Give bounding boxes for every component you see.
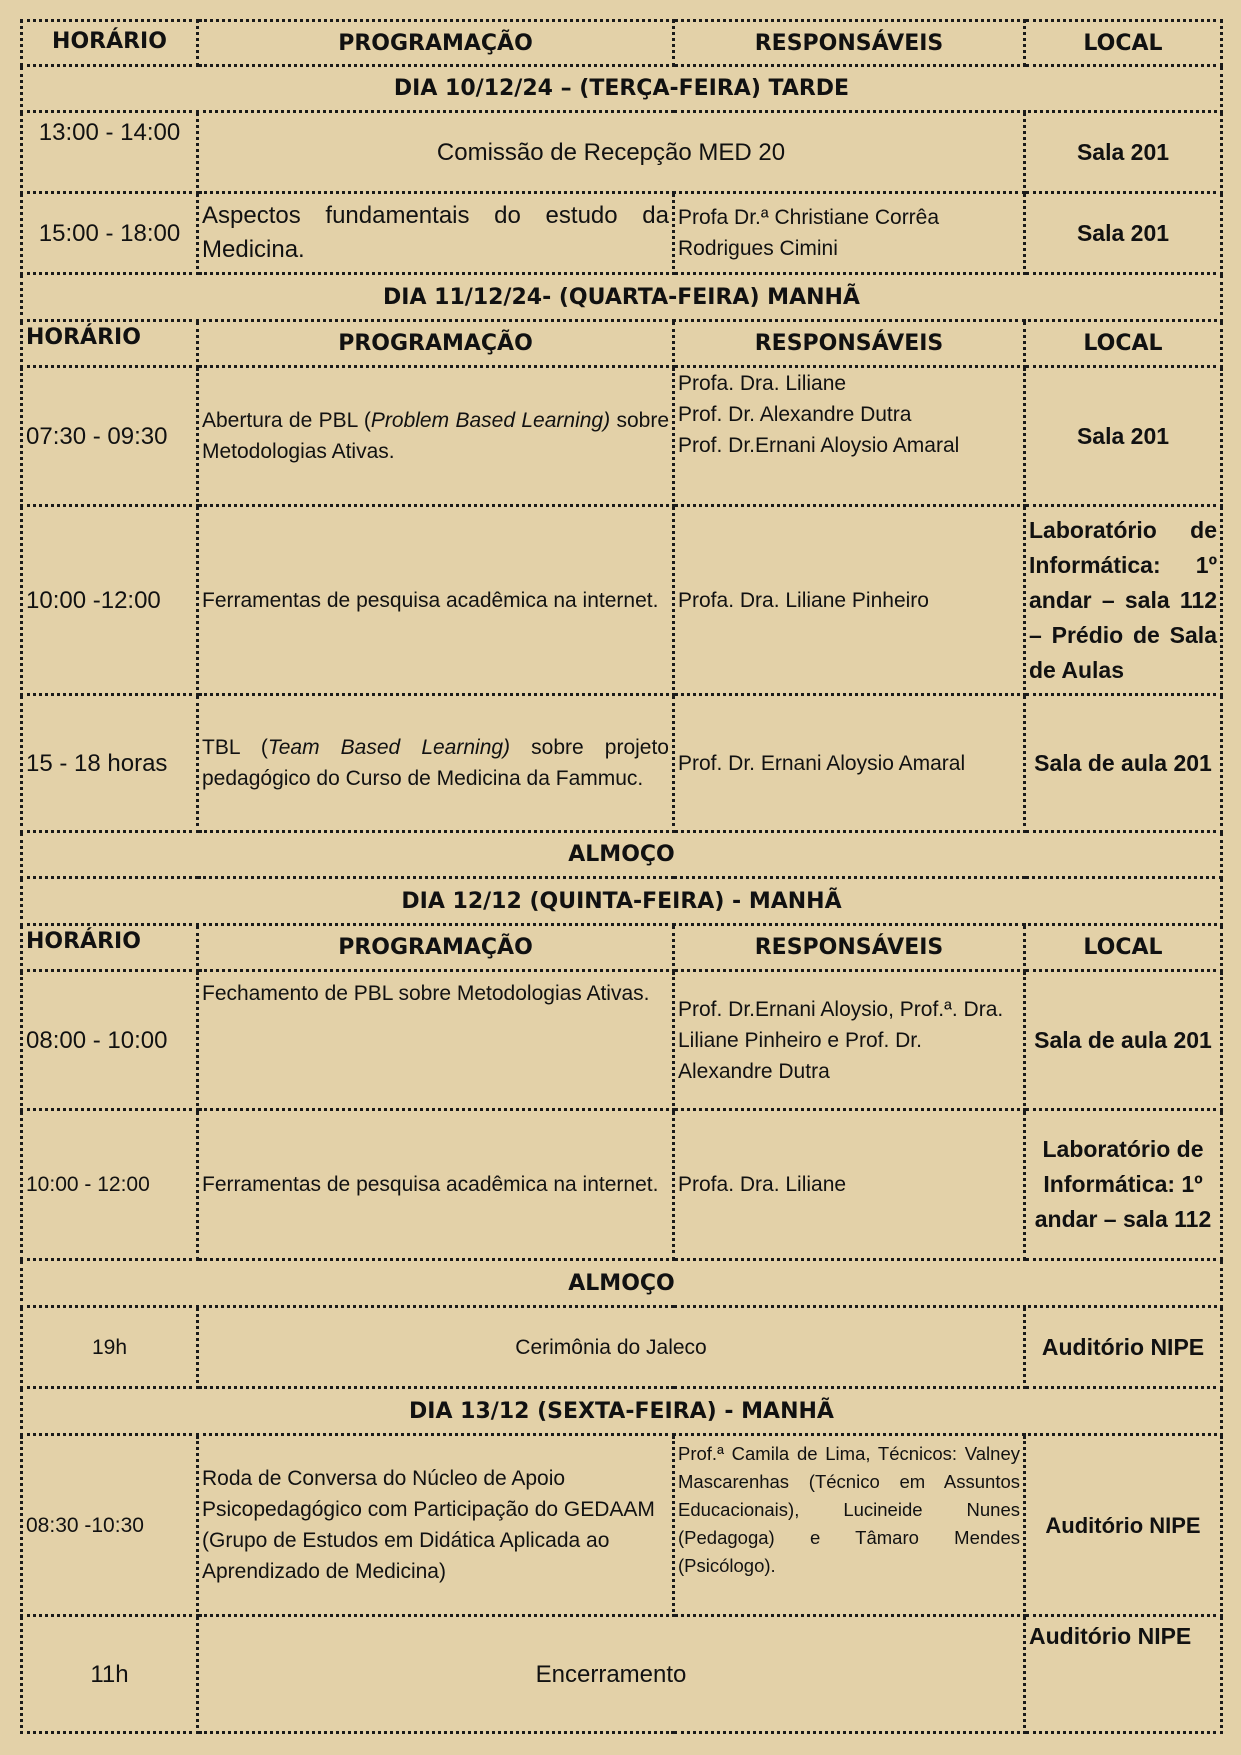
day-title: DIA 13/12 (SEXTA-FEIRA) - MANHÃ — [22, 1388, 1222, 1435]
table-row — [22, 112, 1222, 193]
program-cell: TBL (Team Based Learning) sobre projeto pedagógico do Curso de Medicina da Fammuc. — [198, 695, 674, 832]
table-row — [22, 1110, 1222, 1260]
header-local: LOCAL — [1025, 925, 1222, 971]
table-row — [22, 971, 1222, 1110]
local-cell: Sala de aula 201 — [1025, 695, 1222, 832]
local-cell: Laboratório de Informática: 1º andar – sala 112 – Prédio de Sala de Aulas — [1025, 506, 1222, 695]
time-cell: 10:00 - 12:00 — [22, 1110, 198, 1260]
time-cell: 10:00 -12:00 — [22, 506, 198, 695]
program-cell: Aspectos fundamentais do estudo da Medicina. — [198, 193, 674, 274]
header-local: LOCAL — [1025, 21, 1222, 66]
local-cell: Auditório NIPE — [1025, 1435, 1222, 1616]
local-cell: Sala 201 — [1025, 112, 1222, 193]
schedule-table — [20, 19, 1223, 1734]
time-cell: 11h — [22, 1616, 198, 1733]
day-title: DIA 10/12/24 – (TERÇA-FEIRA) TARDE — [22, 66, 1222, 112]
header-horario: HORÁRIO — [22, 925, 198, 971]
header-programacao: PROGRAMAÇÃO — [198, 321, 674, 367]
table-row — [22, 193, 1222, 274]
lunch-label: ALMOÇO — [22, 832, 1222, 878]
table-row — [22, 506, 1222, 695]
program-cell: Comissão de Recepção MED 20 — [198, 112, 1025, 193]
day-title: DIA 11/12/24- (QUARTA-FEIRA) MANHÃ — [22, 274, 1222, 321]
time-cell: 07:30 - 09:30 — [22, 367, 198, 506]
day-title-row — [22, 878, 1222, 925]
header-programacao: PROGRAMAÇÃO — [198, 21, 674, 66]
program-cell: Roda de Conversa do Núcleo de Apoio Psicopedagógico com Participação do GEDAAM (Grupo de Estudos em Didática Aplicada ao Aprendizado de Medicina) — [198, 1435, 674, 1616]
header-responsaveis: RESPONSÁVEIS — [674, 321, 1025, 367]
header-row — [22, 321, 1222, 367]
local-cell: Sala 201 — [1025, 193, 1222, 274]
time-cell: 15:00 - 18:00 — [22, 193, 198, 274]
day-title-row — [22, 274, 1222, 321]
local-cell: Sala de aula 201 — [1025, 971, 1222, 1110]
table-row — [22, 1616, 1222, 1733]
local-cell: Auditório NIPE — [1025, 1616, 1222, 1733]
time-cell: 13:00 - 14:00 — [22, 112, 198, 193]
responsible-cell: Prof.ª Camila de Lima, Técnicos: Valney Mascarenhas (Técnico em Assuntos Educacionais), Lucineide Nunes (Pedagoga) e Tâmaro Mendes (Psicólogo). — [674, 1435, 1025, 1616]
local-cell: Laboratório de Informática: 1º andar – sala 112 — [1025, 1110, 1222, 1260]
responsible-cell: Profa Dr.ª Christiane Corrêa Rodrigues Cimini — [674, 193, 1025, 274]
header-horario: HORÁRIO — [22, 21, 198, 66]
lunch-label: ALMOÇO — [22, 1260, 1222, 1307]
local-cell: Sala 201 — [1025, 367, 1222, 506]
header-responsaveis: RESPONSÁVEIS — [674, 925, 1025, 971]
header-row — [22, 21, 1222, 66]
program-cell: Abertura de PBL (Problem Based Learning) sobre Metodologias Ativas. — [198, 367, 674, 506]
program-cell: Cerimônia do Jaleco — [198, 1307, 1025, 1388]
time-cell: 08:00 - 10:00 — [22, 971, 198, 1110]
day-title-row — [22, 66, 1222, 112]
time-cell: 19h — [22, 1307, 198, 1388]
table-row — [22, 1307, 1222, 1388]
day-title: DIA 12/12 (QUINTA-FEIRA) - MANHÃ — [22, 878, 1222, 925]
header-local: LOCAL — [1025, 321, 1222, 367]
local-cell: Auditório NIPE — [1025, 1307, 1222, 1388]
responsible-cell: Prof. Dr.Ernani Aloysio, Prof.ª. Dra. Liliane Pinheiro e Prof. Dr. Alexandre Dutra — [674, 971, 1025, 1110]
header-row — [22, 925, 1222, 971]
responsible-cell: Prof. Dr. Ernani Aloysio Amaral — [674, 695, 1025, 832]
responsible-cell: Profa. Dra. Liliane — [674, 1110, 1025, 1260]
time-cell: 15 - 18 horas — [22, 695, 198, 832]
program-cell: Ferramentas de pesquisa acadêmica na internet. — [198, 1110, 674, 1260]
time-cell: 08:30 -10:30 — [22, 1435, 198, 1616]
responsible-cell: Profa. Dra. Liliane Prof. Dr. Alexandre Dutra Prof. Dr.Ernani Aloysio Amaral — [674, 367, 1025, 506]
header-responsaveis: RESPONSÁVEIS — [674, 21, 1025, 66]
lunch-row — [22, 1260, 1222, 1307]
table-row — [22, 695, 1222, 832]
lunch-row — [22, 832, 1222, 878]
program-cell: Encerramento — [198, 1616, 1025, 1733]
header-horario: HORÁRIO — [22, 321, 198, 367]
header-programacao: PROGRAMAÇÃO — [198, 925, 674, 971]
day-title-row — [22, 1388, 1222, 1435]
program-cell: Ferramentas de pesquisa acadêmica na internet. — [198, 506, 674, 695]
table-row — [22, 1435, 1222, 1616]
responsible-cell: Profa. Dra. Liliane Pinheiro — [674, 506, 1025, 695]
program-cell: Fechamento de PBL sobre Metodologias Ativas. — [198, 971, 674, 1110]
table-row — [22, 367, 1222, 506]
